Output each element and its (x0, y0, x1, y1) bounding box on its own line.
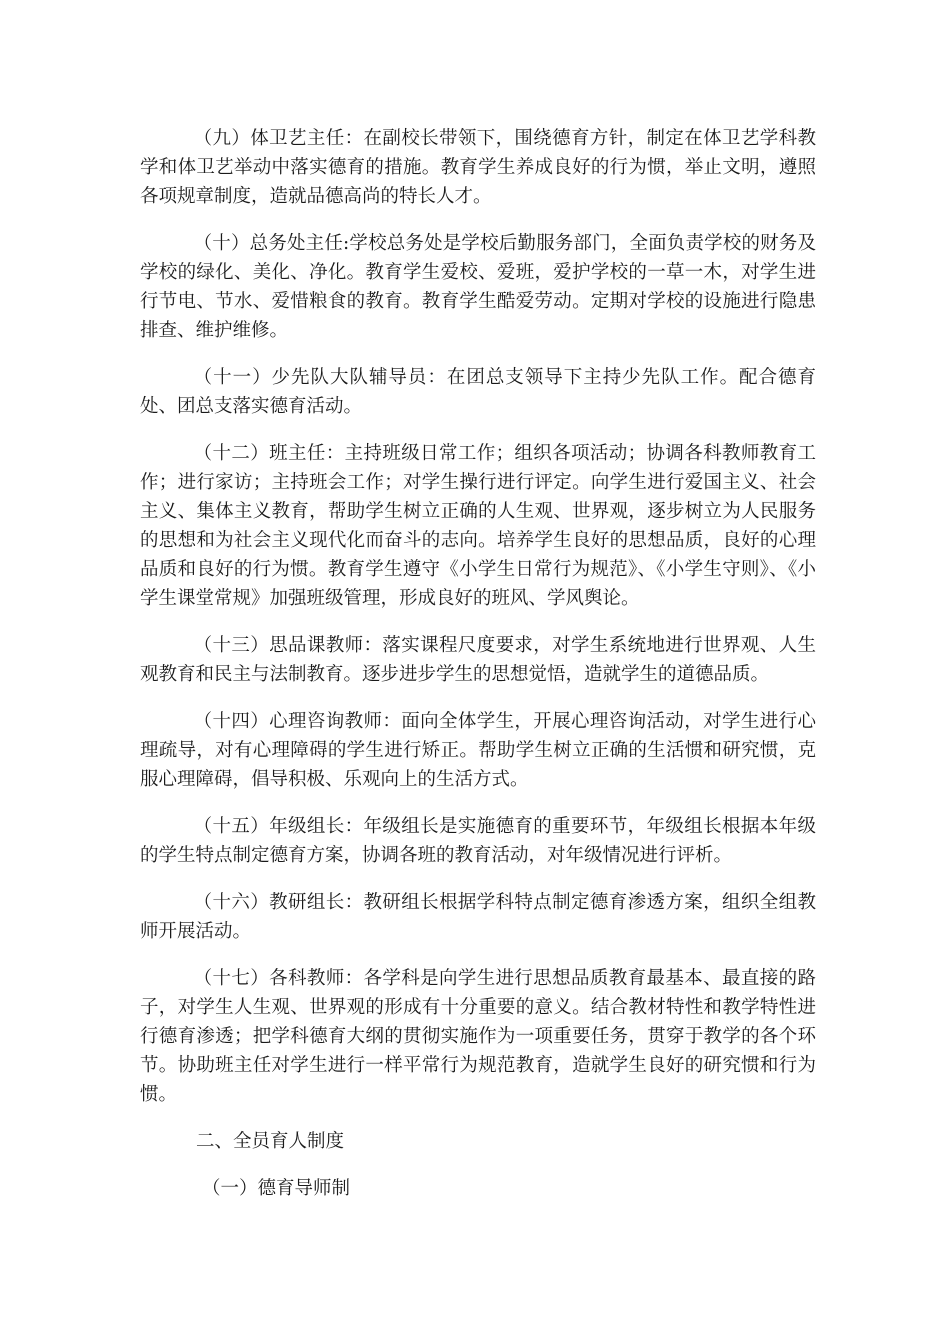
paragraph-11: （十一）少先队大队辅导员：在团总支领导下主持少先队工作。配合德育处、团总支落实德育活动。 (140, 367, 816, 417)
section-heading: 二、全员育人制度 (196, 1131, 345, 1152)
paragraph-17: （十七）各科教师：各学科是向学生进行思想品质教育最基本、最直接的路子，对学生人生观、世界观的形成有十分重要的意义。结合教材特性和教学特性进行德育渗透；把学科德育大纲的贯彻实施作为一项重要任务，贯穿于教学的各个环节。协助班主任对学生进行一样平常行为规范教育，造就学生良好的研究惯和行为惯。 (140, 968, 816, 1105)
paragraph-10: （十）总务处主任:学校总务处是学校后勤服务部门，全面负责学校的财务及学校的绿化、美化、净化。教育学生爱校、爱班，爱护学校的一草一木，对学生进行节电、节水、爱惜粮食的教育。教育学生酷爱劳动。定期对学校的设施进行隐患排查、维护维修。 (140, 233, 816, 341)
paragraph-12: （十二）班主任：主持班级日常工作；组织各项活动；协调各科教师教育工作；进行家访；主持班会工作；对学生操行进行评定。向学生进行爱国主义、社会主义、集体主义教育，帮助学生树立正确的人生观、世界观，逐步树立为人民服务的思想和为社会主义现代化而奋斗的志向。培养学生良好的思想品质，良好的心理品质和良好的行为惯。教育学生遵守《小学生日常行为规范》、《小学生守则》、《小学生课堂常规》加强班级管理，形成良好的班风、学风舆论。 (140, 443, 816, 609)
document-body (140, 124, 816, 1203)
paragraph-9: （九）体卫艺主任：在副校长带领下，围绕德育方针，制定在体卫艺学科教学和体卫艺举动中落实德育的措施。教育学生养成良好的行为惯，举止文明，遵照各项规章制度，造就品德高尚的特长人才。 (140, 128, 816, 207)
paragraph-14: （十四）心理咨询教师：面向全体学生，开展心理咨询活动，对学生进行心理疏导，对有心理障碍的学生进行矫正。帮助学生树立正确的生活惯和研究惯，克服心理障碍，倡导积极、乐观向上的生活方式。 (140, 711, 816, 790)
paragraph-13: （十三）思品课教师：落实课程尺度要求，对学生系统地进行世界观、人生观教育和民主与法制教育。逐步进步学生的思想觉悟，造就学生的道德品质。 (140, 635, 816, 685)
paragraph-16: （十六）教研组长：教研组长根据学科特点制定德育渗透方案，组织全组教师开展活动。 (140, 892, 816, 942)
paragraph-15: （十五）年级组长：年级组长是实施德育的重要环节，年级组长根据本年级的学生特点制定德育方案，协调各班的教育活动，对年级情况进行评析。 (140, 816, 816, 866)
subsection-heading: （一）德育导师制 (202, 1178, 351, 1199)
